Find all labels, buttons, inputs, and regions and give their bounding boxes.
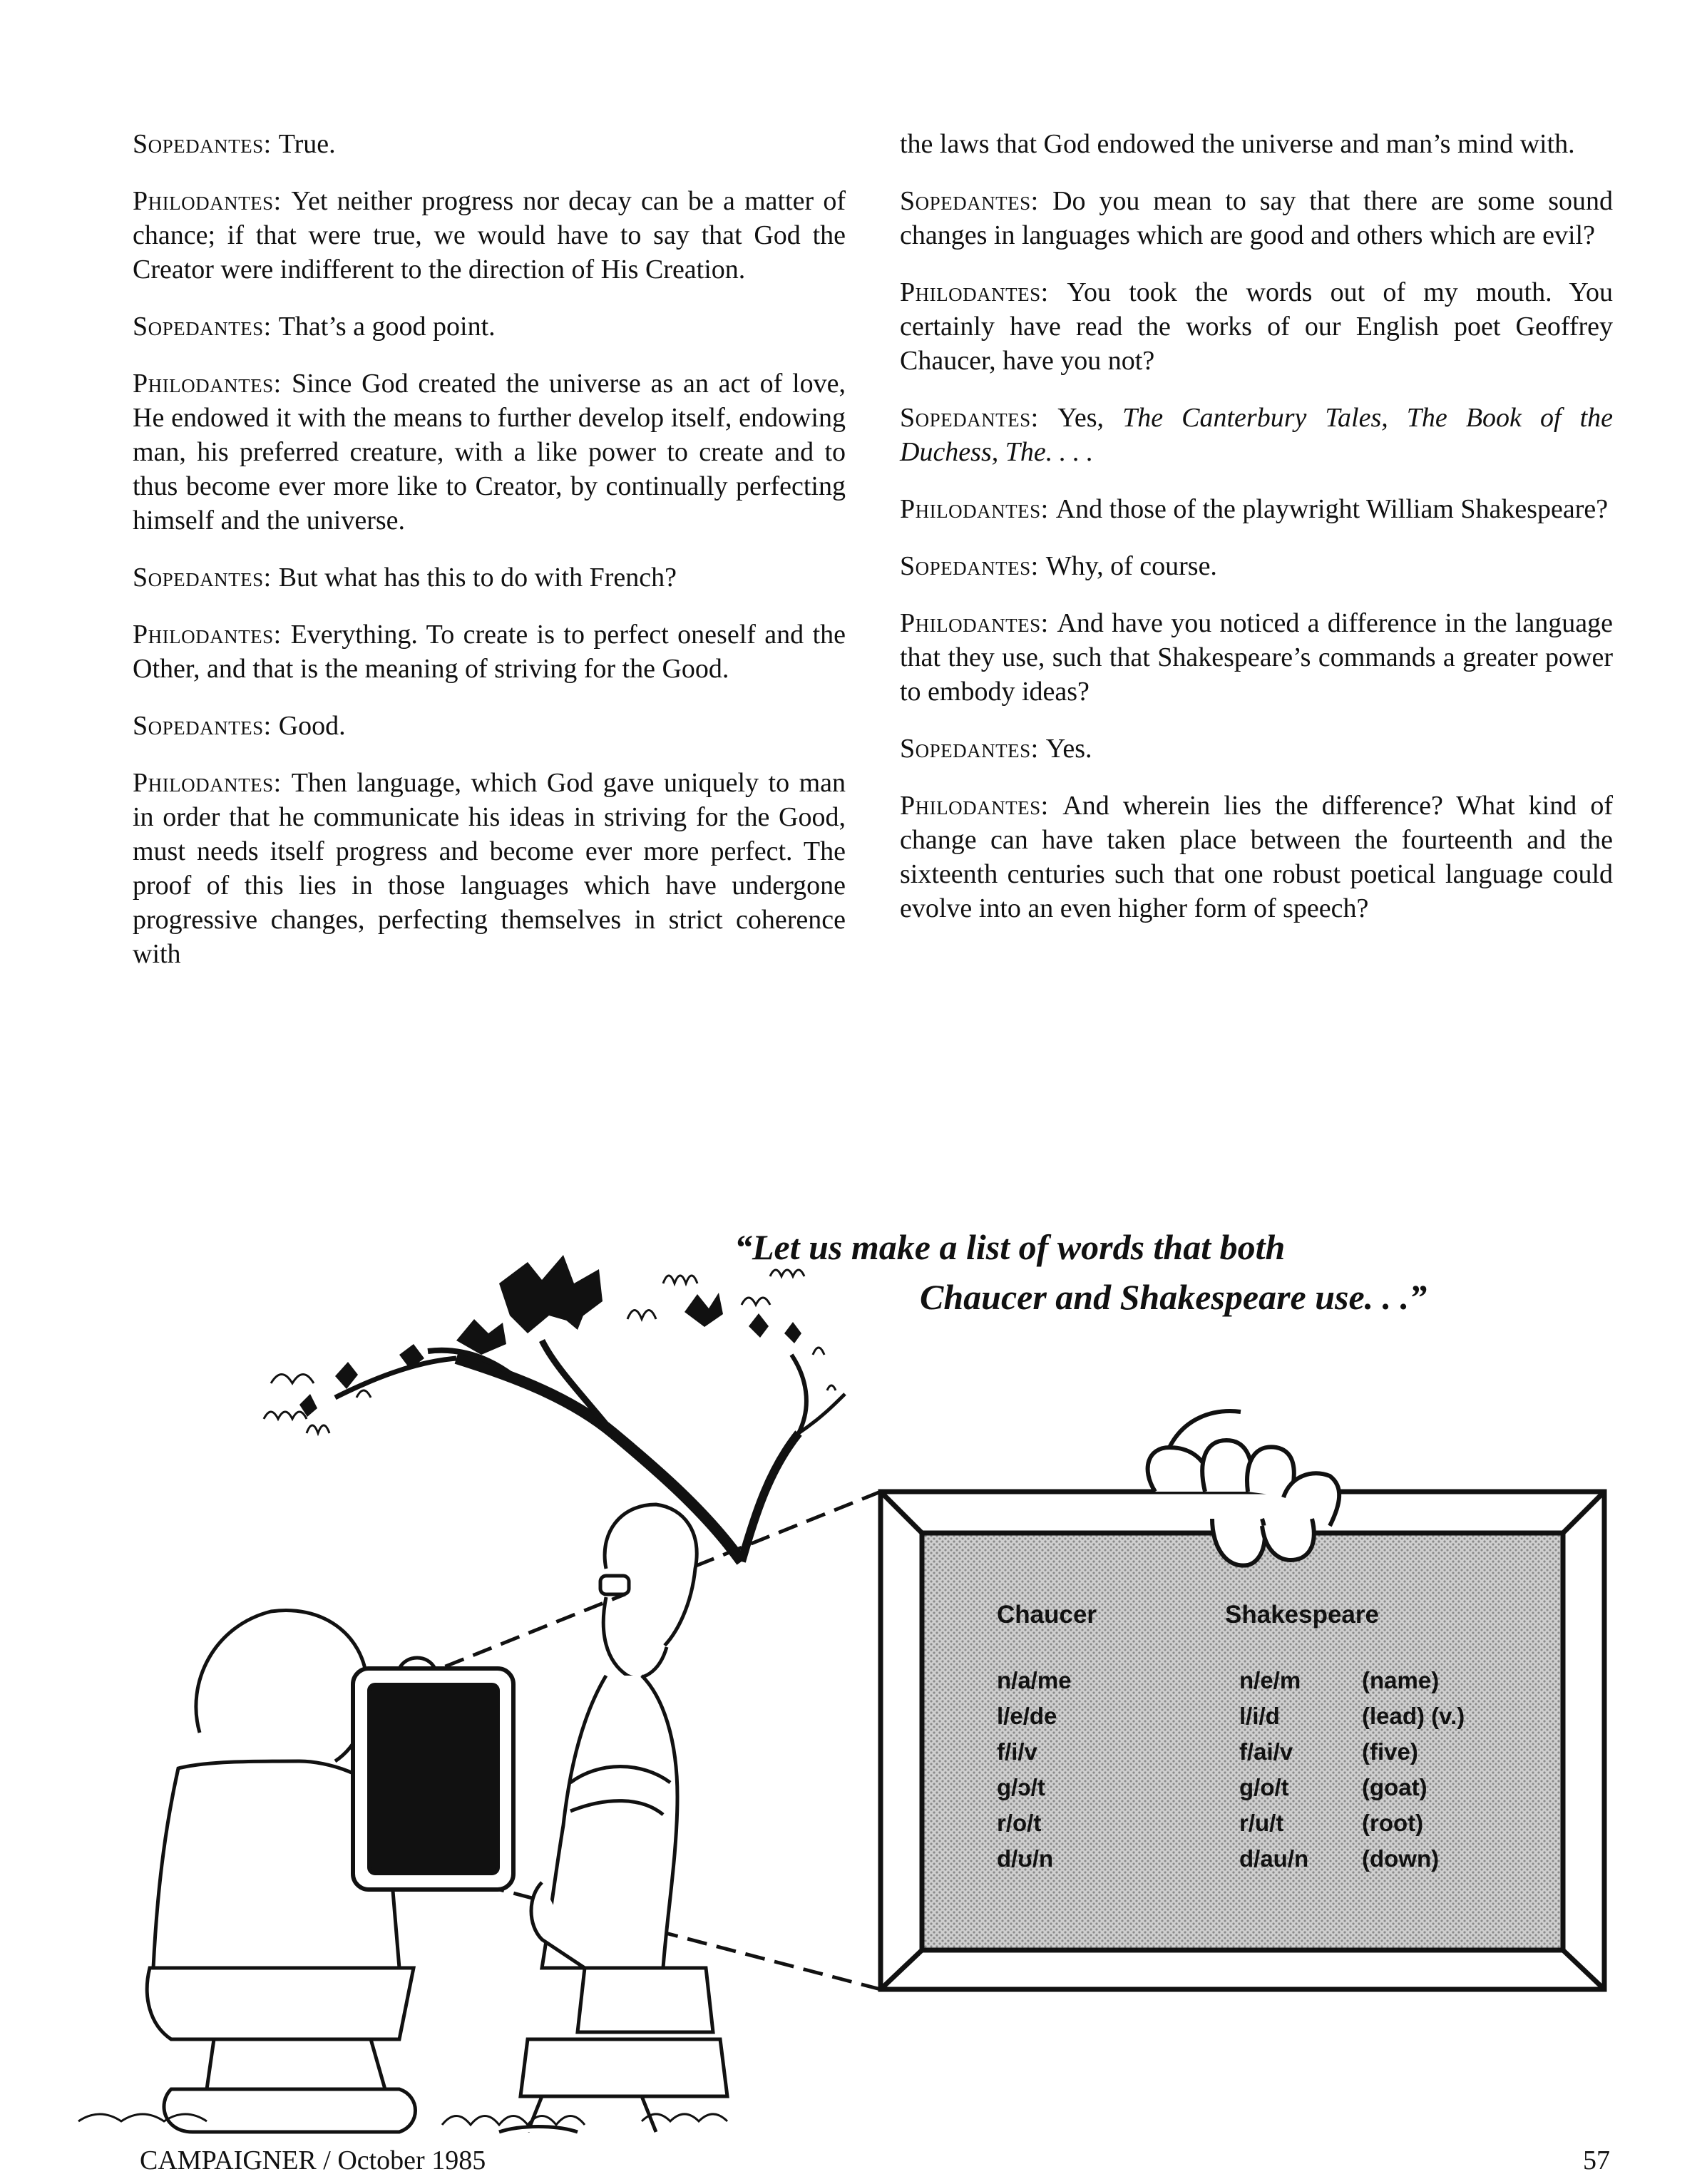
speaker-name: Philodantes :: [133, 186, 291, 216]
speaker-name: Sopedantes :: [133, 129, 279, 159]
speaker-name: Sopedantes :: [133, 711, 279, 741]
dialogue-text: Good.: [278, 711, 346, 741]
word-gloss: (down): [1362, 1845, 1440, 1872]
speaker-name: Philodantes :: [133, 768, 292, 798]
word-gloss: (name): [1362, 1667, 1440, 1693]
speaker-name: Sopedantes :: [900, 734, 1046, 764]
dialogue-text: True.: [278, 129, 336, 159]
dialogue-text: Yes.: [1045, 734, 1092, 764]
dialogue-text: And wherein lies the difference? What kind of change can have taken place between the fourteenth and the sixteenth centuries such that one robust poetical language could evolve into an even higher form of speech?: [900, 791, 1613, 923]
shakespeare-word: d/au/n: [1239, 1845, 1309, 1872]
dialogue-text: Do you mean to say that there are some sound changes in languages which are good and others which are evil?: [900, 186, 1613, 250]
dialogue-text: Why, of course.: [1045, 551, 1217, 581]
dialogue-text: And have you noticed a difference in the language that they use, such that Shakespeare’s commands a greater power to embody ideas?: [900, 608, 1614, 707]
speaker-name: Sopedantes :: [900, 551, 1046, 581]
dialogue-text: Everything. To create is to perfect oneself and the Other, and that is the meaning of striving for the Good.: [133, 620, 846, 684]
word-gloss: (five): [1362, 1738, 1418, 1765]
word-gloss: (goat): [1362, 1774, 1427, 1800]
dialogue-text: Yet neither progress nor decay can be a matter of chance; if that were true, we would have to say that God the Creator were indifferent to the direction of His Creation.: [133, 186, 846, 284]
small-slate: [353, 1668, 513, 1890]
speaker-name: Sopedantes :: [900, 403, 1057, 433]
speaker-name: Philodantes :: [900, 791, 1062, 821]
word-gloss: (root): [1362, 1810, 1424, 1836]
chaucer-word: n/a/me: [997, 1667, 1072, 1693]
speaker-name: Philodantes :: [900, 494, 1056, 524]
shakespeare-word: r/u/t: [1239, 1810, 1284, 1836]
dialogue-text: Yes,: [1057, 403, 1123, 433]
page-number: 57: [1583, 2145, 1610, 2175]
dialogue-text: You took the words out of my mouth. You certainly have read the works of our English poet Geoffrey Chaucer, have you not?: [900, 277, 1613, 376]
continuation-paragraph: the laws that God endowed the universe and man’s mind with.: [900, 129, 1575, 159]
speaker-name: Philodantes :: [133, 369, 292, 399]
chaucer-word: g/ɔ/t: [997, 1774, 1045, 1800]
word-gloss: (lead) (v.): [1362, 1703, 1465, 1729]
speaker-name: Philodantes :: [900, 608, 1057, 638]
dialogue-text: Since God created the universe as an act of love, He endowed it with the means to further develop itself, endowing man, his preferred creature, with a like power to create and to thus become ever more like to Creator, by continually perfecting himself and the universe.: [133, 369, 846, 535]
dialogue-text: But what has this to do with French?: [278, 563, 677, 593]
shakespeare-word: g/o/t: [1239, 1774, 1289, 1800]
speaker-name: Philodantes :: [900, 277, 1067, 307]
speaker-name: Sopedantes :: [900, 186, 1052, 216]
chaucer-word: r/o/t: [997, 1810, 1042, 1836]
caption-line-2: Chaucer and Shakespeare use. . .”: [920, 1277, 1427, 1317]
chaucer-word: l/e/de: [997, 1703, 1057, 1729]
dialogue-text: And those of the playwright William Shakespeare?: [1055, 494, 1609, 524]
dialogue-text: Then language, which God gave uniquely to man in order that he communicate his ideas in striving for the Good, must needs itself progress and become ever more perfect. The proof of this lies in those languages which have undergone progressive changes, perfecting themselves in strict coherence with: [133, 768, 846, 969]
dialogue-text: That’s a good point.: [278, 312, 496, 342]
header-chaucer: Chaucer: [997, 1601, 1097, 1629]
shakespeare-word: n/e/m: [1239, 1667, 1301, 1693]
publication-footer: CAMPAIGNER / October 1985: [140, 2145, 486, 2175]
chaucer-word: f/i/v: [997, 1738, 1037, 1765]
tree-drawing: [335, 1340, 845, 1562]
chaucer-word: d/ʊ/n: [997, 1845, 1054, 1872]
speaker-name: Sopedantes :: [133, 312, 279, 342]
shakespeare-word: f/ai/v: [1239, 1738, 1293, 1765]
speaker-name: Philodantes :: [133, 620, 291, 650]
book-titles: The Canterbury Tales, The Book of the Duchess, The. . . .: [900, 403, 1613, 467]
speaker-name: Sopedantes :: [133, 563, 279, 593]
shakespeare-word: l/i/d: [1239, 1703, 1280, 1729]
caption-line-1: “Let us make a list of words that both: [734, 1227, 1286, 1267]
header-shakespeare: Shakespeare: [1225, 1601, 1379, 1629]
